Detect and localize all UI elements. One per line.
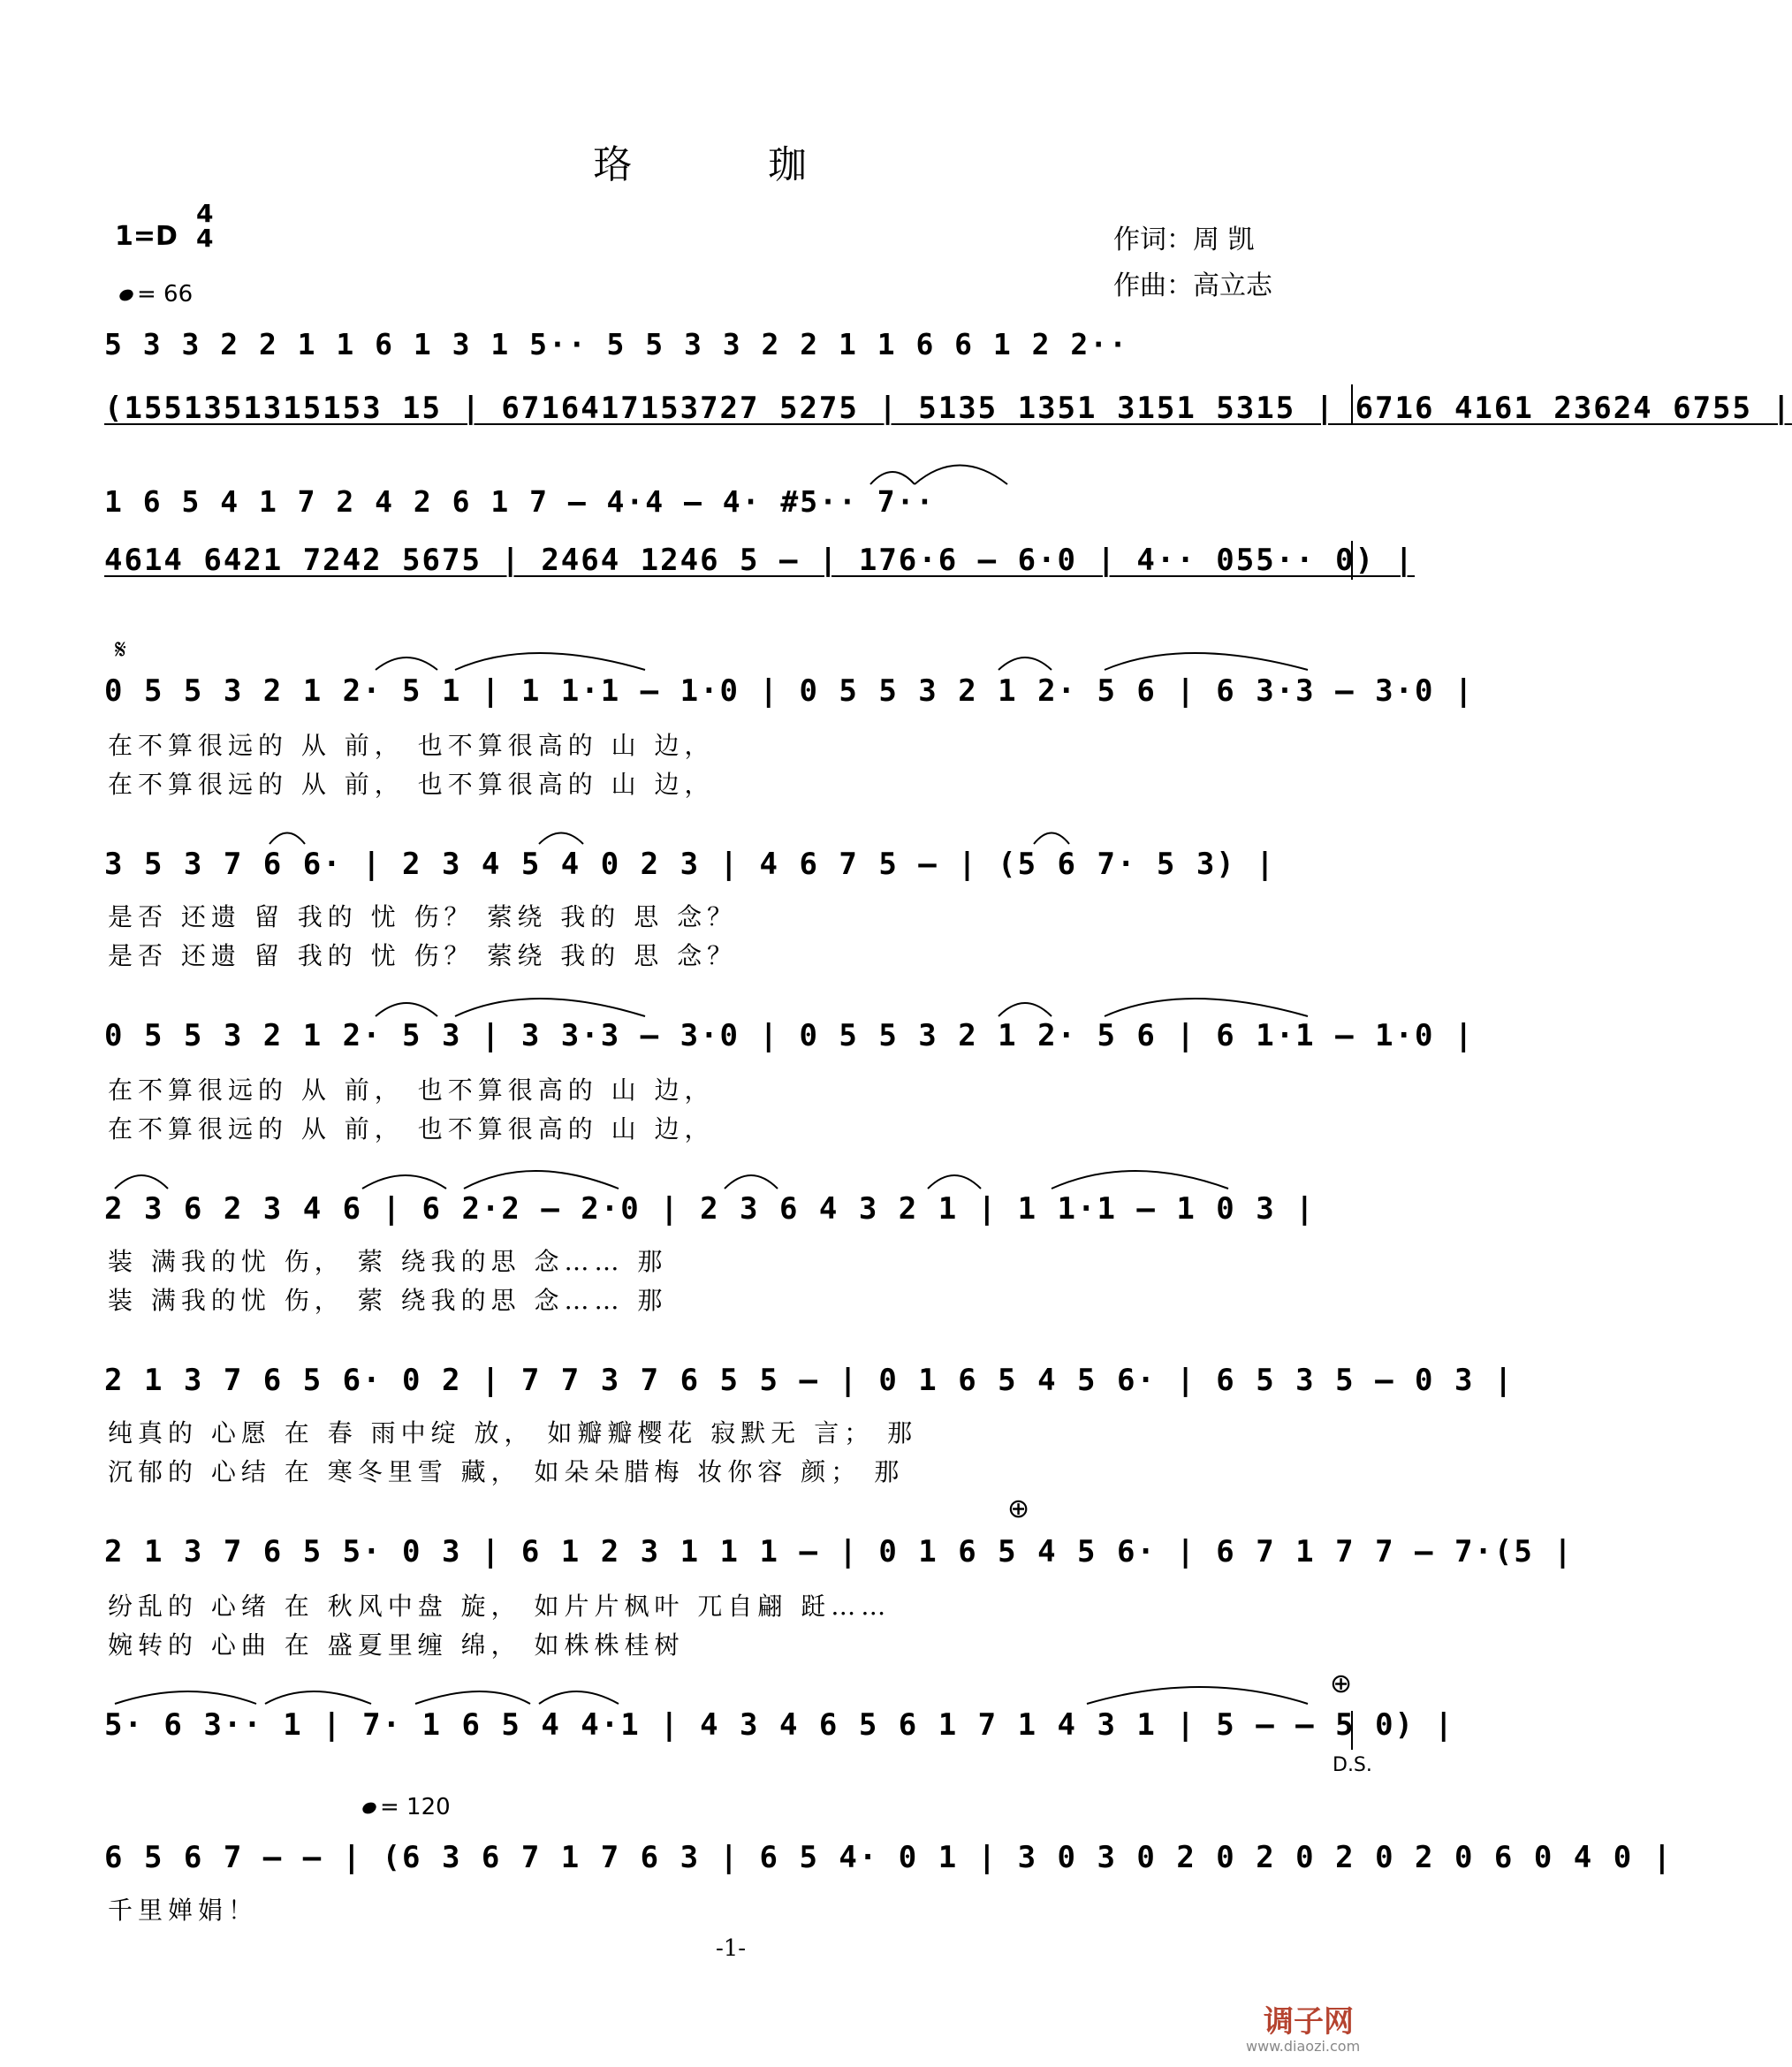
page-title: 珞 珈 — [593, 142, 869, 187]
watermark-url: www.diaozi.com — [1246, 2038, 1361, 2055]
lyric-line-4-verse-1: 是否 还遗 留 我的 忧 伤？ 萦绕 我的 思 念？ — [108, 902, 738, 931]
lyric-line-5-verse-2: 在不算很远的 从 前， 也不算很高的 山 边， — [108, 1114, 715, 1144]
notes-line-10: 6 5 6 7 – – | (6 3 6 7 1 7 6 3 | 6 5 4· 0 1 | 3 0 3 0 2 0 2 0 2 0 2 0 6 0 4 0 | — [104, 1840, 1674, 1875]
lyric-line-10: 千里婵娟！ — [108, 1896, 259, 1925]
notes-line-8: 2 1 3 7 6 5 5· 0 3 | 6 1 2 3 1 1 1 – | 0 1 6 5 4 5 6· | 6 7 1 7 7 – 7·(5 | — [104, 1534, 1574, 1569]
page-number: -1- — [715, 1935, 747, 1962]
tempo-value-2: = 120 — [380, 1794, 451, 1820]
accompaniment-line-2: 4614 6421 7242 5675 | 2464 1246 5 – | 176·6 – 6·0 | 4·· 055·· 0) | — [104, 543, 1416, 578]
lyric-line-7-verse-1: 纯真的 心愿 在 春 雨中绽 放， 如瓣瓣樱花 寂默无 言； 那 — [108, 1418, 918, 1448]
lyric-line-3-verse-2: 在不算很远的 从 前， 也不算很高的 山 边， — [108, 770, 715, 799]
lyric-line-6-verse-2: 装 满我的忧 伤， 萦 绕我的思 念…… 那 — [108, 1286, 668, 1315]
watermark-logo: 调子网 — [1264, 2004, 1354, 2040]
lyric-line-8-verse-2: 婉转的 心曲 在 盛夏里缠 绵， 如株株桂树 — [108, 1630, 685, 1660]
segno-sign: 𝄋 — [115, 635, 126, 665]
dal-segno-mark: D.S. — [1333, 1754, 1372, 1776]
coda-sign-1: ⊕ — [1007, 1493, 1030, 1524]
notes-line-9: 5· 6 3·· 1 | 7· 1 6 5 4 4·1 | 4 3 4 6 5 6 1 7 1 4 3 1 | 5 – – 5 0) | — [104, 1707, 1454, 1743]
notes-line-3: 0 5 5 3 2 1 2· 5 1 | 1 1·1 – 1·0 | 0 5 5 3 2 1 2· 5 6 | 6 3·3 – 3·0 | — [104, 673, 1475, 709]
time-signature-bottom: 4 — [196, 224, 214, 253]
notes-line-6: 2 3 6 2 3 4 6 | 6 2·2 – 2·0 | 2 3 6 4 3 2 1 | 1 1·1 – 1 0 3 | — [104, 1191, 1316, 1227]
notes-line-4: 3 5 3 7 6 6· | 2 3 4 5 4 0 2 3 | 4 6 7 5 – | (5 6 7· 5 3) | — [104, 847, 1276, 882]
lyric-line-5-verse-1: 在不算很远的 从 前， 也不算很高的 山 边， — [108, 1075, 715, 1105]
lyric-line-4-verse-2: 是否 还遗 留 我的 忧 伤？ 萦绕 我的 思 念？ — [108, 941, 738, 970]
key-signature: 1=D — [115, 221, 178, 252]
lyric-line-7-verse-2: 沉郁的 心结 在 寒冬里雪 藏， 如朵朵腊梅 妆你容 颜； 那 — [108, 1457, 905, 1486]
composer-credit: 作曲：高立志 — [1113, 270, 1272, 301]
lyric-line-8-verse-1: 纷乱的 心绪 在 秋风中盘 旋， 如片片枫叶 兀自翩 跹…… — [108, 1592, 892, 1621]
lyric-line-3-verse-1: 在不算很远的 从 前， 也不算很高的 山 边， — [108, 731, 715, 760]
coda-sign-2: ⊕ — [1330, 1668, 1353, 1699]
lyricist-credit: 作词：周 凯 — [1113, 224, 1255, 255]
accompaniment-line-1: (1551351315153 15 | 6716417153727 5275 | 5135 1351 3151 5315 | 6716 4161 23624 6755 | — [104, 391, 1792, 426]
tempo-value: = 66 — [137, 281, 194, 308]
melody-line-1: 5 3 3 2 2 1 1 6 1 3 1 5·· 5 5 3 3 2 2 1 1 6 6 1 2 2·· — [104, 327, 1128, 361]
lyric-line-6-verse-1: 装 满我的忧 伤， 萦 绕我的思 念…… 那 — [108, 1247, 668, 1276]
melody-line-2: 1 6 5 4 1 7 2 4 2 6 1 7 – 4·4 – 4· #5·· 7·· — [104, 484, 936, 519]
notes-line-5: 0 5 5 3 2 1 2· 5 3 | 3 3·3 – 3·0 | 0 5 5 3 2 1 2· 5 6 | 6 1·1 – 1·0 | — [104, 1018, 1475, 1053]
time-signature-top: 4 — [196, 199, 214, 228]
notes-line-7: 2 1 3 7 6 5 6· 0 2 | 7 7 3 7 6 5 5 – | 0 1 6 5 4 5 6· | 6 5 3 5 – 0 3 | — [104, 1363, 1515, 1398]
